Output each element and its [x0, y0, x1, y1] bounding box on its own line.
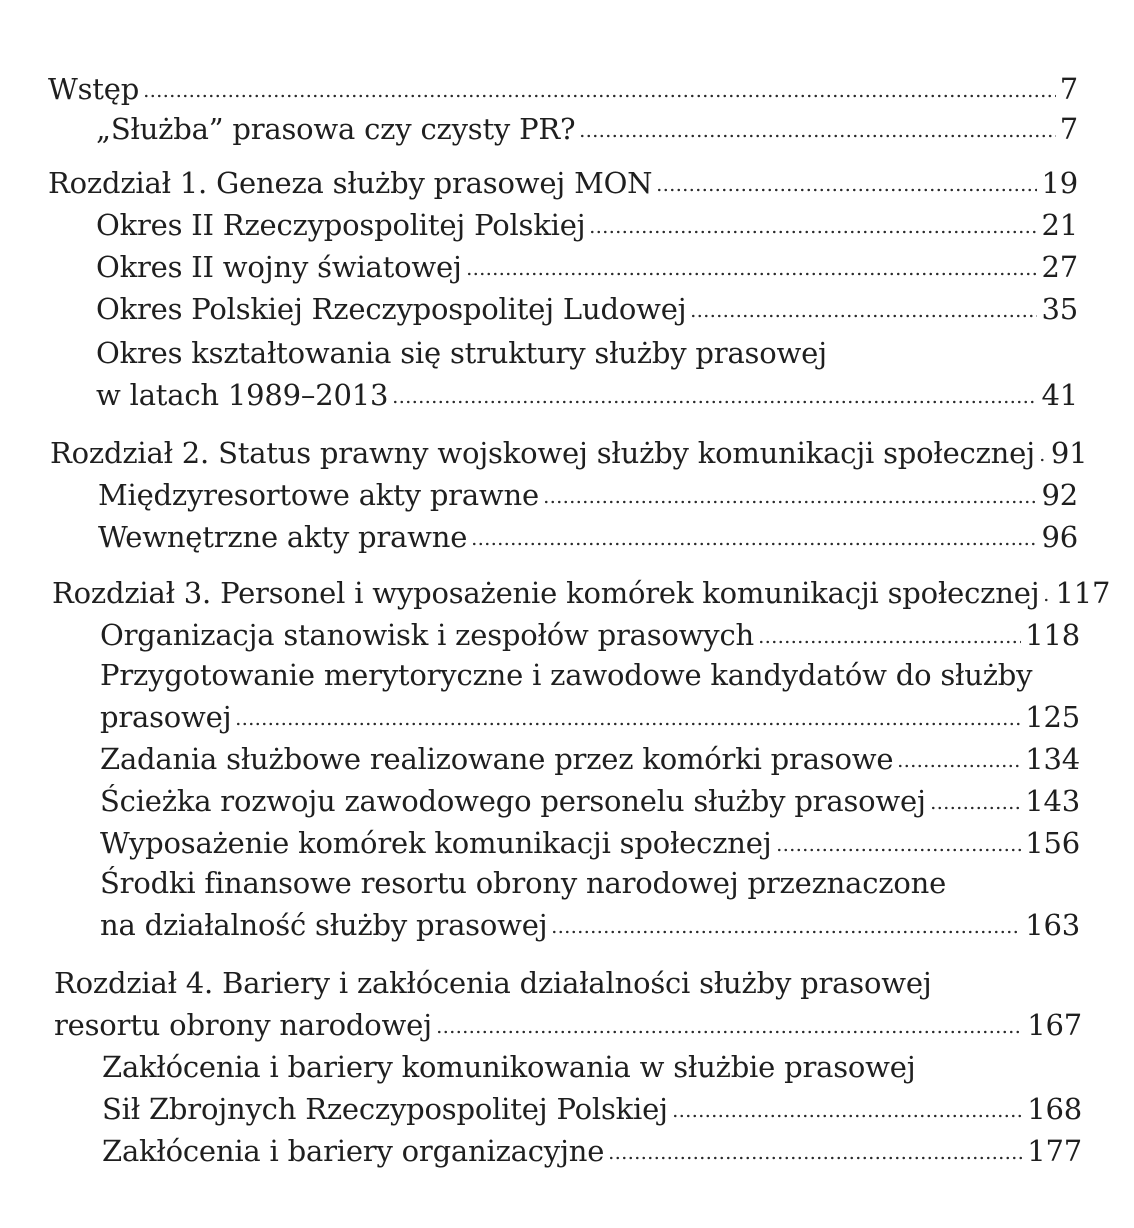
- toc-entry-page: 41: [1041, 378, 1078, 412]
- toc-chapter-entry: [50, 436, 1088, 470]
- toc-entry: [102, 1092, 1082, 1126]
- toc-chapter-entry: [48, 166, 1078, 200]
- toc-entry: [100, 908, 1080, 942]
- toc-entry: [98, 520, 1078, 554]
- toc-entry-page: 7: [1059, 112, 1078, 146]
- toc-entry-title: Wewnętrzne akty prawne: [98, 520, 468, 554]
- toc-entry-title-line1: Środki finansowe resortu obrony narodowej przeznaczone: [100, 866, 947, 900]
- toc-entry-title: Okres II Rzeczypospolitej Polskiej: [96, 208, 586, 242]
- toc-entry: [100, 742, 1080, 776]
- toc-entry-title: Wyposażenie komórek komunikacji społecznej: [100, 826, 772, 860]
- toc-entry: [96, 378, 1078, 412]
- toc-entry-title: Okres II wojny światowej: [96, 250, 462, 284]
- toc-entry-page: 163: [1025, 908, 1080, 942]
- dot-leader: [776, 848, 1022, 852]
- toc-entry-page: 91: [1050, 436, 1088, 470]
- dot-leader: [758, 640, 1021, 644]
- dot-leader: [608, 1156, 1023, 1160]
- toc-entry-title: resortu obrony narodowej: [54, 1008, 432, 1042]
- toc-entry-title: prasowej: [100, 700, 232, 734]
- toc-entry-title: Międzyresortowe akty prawne: [98, 478, 539, 512]
- dot-leader: [235, 722, 1021, 726]
- toc-entry-title: Zakłócenia i bariery organizacyjne: [102, 1134, 605, 1168]
- toc-entry: [100, 700, 1080, 734]
- toc-entry-page: 35: [1041, 292, 1078, 326]
- toc-entry-title: Ścieżka rozwoju zawodowego personelu służby prasowej: [100, 784, 926, 818]
- toc-entry-page: 27: [1041, 250, 1078, 284]
- dot-leader: [930, 806, 1021, 810]
- toc-entry-title-line1: Okres kształtowania się struktury służby prasowej: [96, 336, 827, 370]
- toc-entry: [96, 250, 1078, 284]
- toc-entry-page: 96: [1041, 520, 1078, 554]
- dot-leader: [690, 314, 1037, 318]
- toc-chapter-entry: [52, 576, 1111, 610]
- toc-entry-title: Rozdział 2. Status prawny wojskowej służby komunikacji społecznej: [50, 436, 1035, 470]
- dot-leader: [1043, 598, 1051, 602]
- toc-entry-title: w latach 1989–2013: [96, 378, 389, 412]
- toc-entry-page: 134: [1025, 742, 1080, 776]
- toc-chapter-title-line1: Rozdział 4. Bariery i zakłócenia działalności służby prasowej: [54, 966, 932, 1000]
- toc-entry: [48, 72, 1078, 106]
- toc-entry-title: Okres Polskiej Rzeczypospolitej Ludowej: [96, 292, 687, 326]
- toc-entry-title: Organizacja stanowisk i zespołów prasowych: [100, 618, 755, 652]
- toc-entry-page: 156: [1025, 826, 1080, 860]
- toc-entry-title: Rozdział 3. Personel i wyposażenie komórek komunikacji społecznej: [52, 576, 1040, 610]
- toc-entry-page: 177: [1027, 1134, 1082, 1168]
- dot-leader: [1039, 458, 1047, 462]
- toc-entry-title: Sił Zbrojnych Rzeczypospolitej Polskiej: [102, 1092, 668, 1126]
- toc-entry-page: 117: [1055, 576, 1111, 610]
- toc-entry: [102, 1134, 1082, 1168]
- toc-entry-title: Wstęp: [48, 72, 140, 106]
- dot-leader: [897, 764, 1021, 768]
- dot-leader: [589, 230, 1037, 234]
- toc-chapter-entry: [54, 1008, 1082, 1042]
- toc-entry: [100, 826, 1080, 860]
- toc-entry-page: 21: [1041, 208, 1078, 242]
- toc-entry-title: na działalność służby prasowej: [100, 908, 548, 942]
- dot-leader: [672, 1114, 1023, 1118]
- toc-entry-title: Zadania służbowe realizowane przez komórki prasowe: [100, 742, 894, 776]
- dot-leader: [543, 500, 1037, 504]
- toc-entry-page: 167: [1027, 1008, 1082, 1042]
- toc-entry: [100, 784, 1080, 818]
- toc-entry-title-line1: Przygotowanie merytoryczne i zawodowe kandydatów do służby: [100, 658, 1033, 692]
- dot-leader: [656, 188, 1037, 192]
- toc-entry-page: 143: [1025, 784, 1080, 818]
- dot-leader: [551, 930, 1021, 934]
- dot-leader: [579, 134, 1055, 138]
- toc-entry-page: 92: [1041, 478, 1078, 512]
- toc-entry: [98, 478, 1078, 512]
- dot-leader: [466, 272, 1038, 276]
- toc-entry-page: 118: [1025, 618, 1080, 652]
- toc-entry-page: 125: [1025, 700, 1080, 734]
- toc-entry-title: „Służba” prasowa czy czysty PR?: [96, 112, 576, 146]
- toc-entry-page: 19: [1041, 166, 1078, 200]
- toc-entry: [96, 292, 1078, 326]
- toc-entry-page: 168: [1027, 1092, 1082, 1126]
- toc-entry-title: Rozdział 1. Geneza służby prasowej MON: [48, 166, 653, 200]
- toc-entry-page: 7: [1059, 72, 1078, 106]
- toc-entry: [96, 112, 1078, 146]
- dot-leader: [392, 400, 1037, 404]
- dot-leader: [436, 1030, 1023, 1034]
- toc-entry: [96, 208, 1078, 242]
- toc-entry-title-line1: Zakłócenia i bariery komunikowania w służbie prasowej: [102, 1050, 916, 1084]
- dot-leader: [143, 94, 1056, 98]
- toc-entry: [100, 618, 1080, 652]
- dot-leader: [471, 542, 1037, 546]
